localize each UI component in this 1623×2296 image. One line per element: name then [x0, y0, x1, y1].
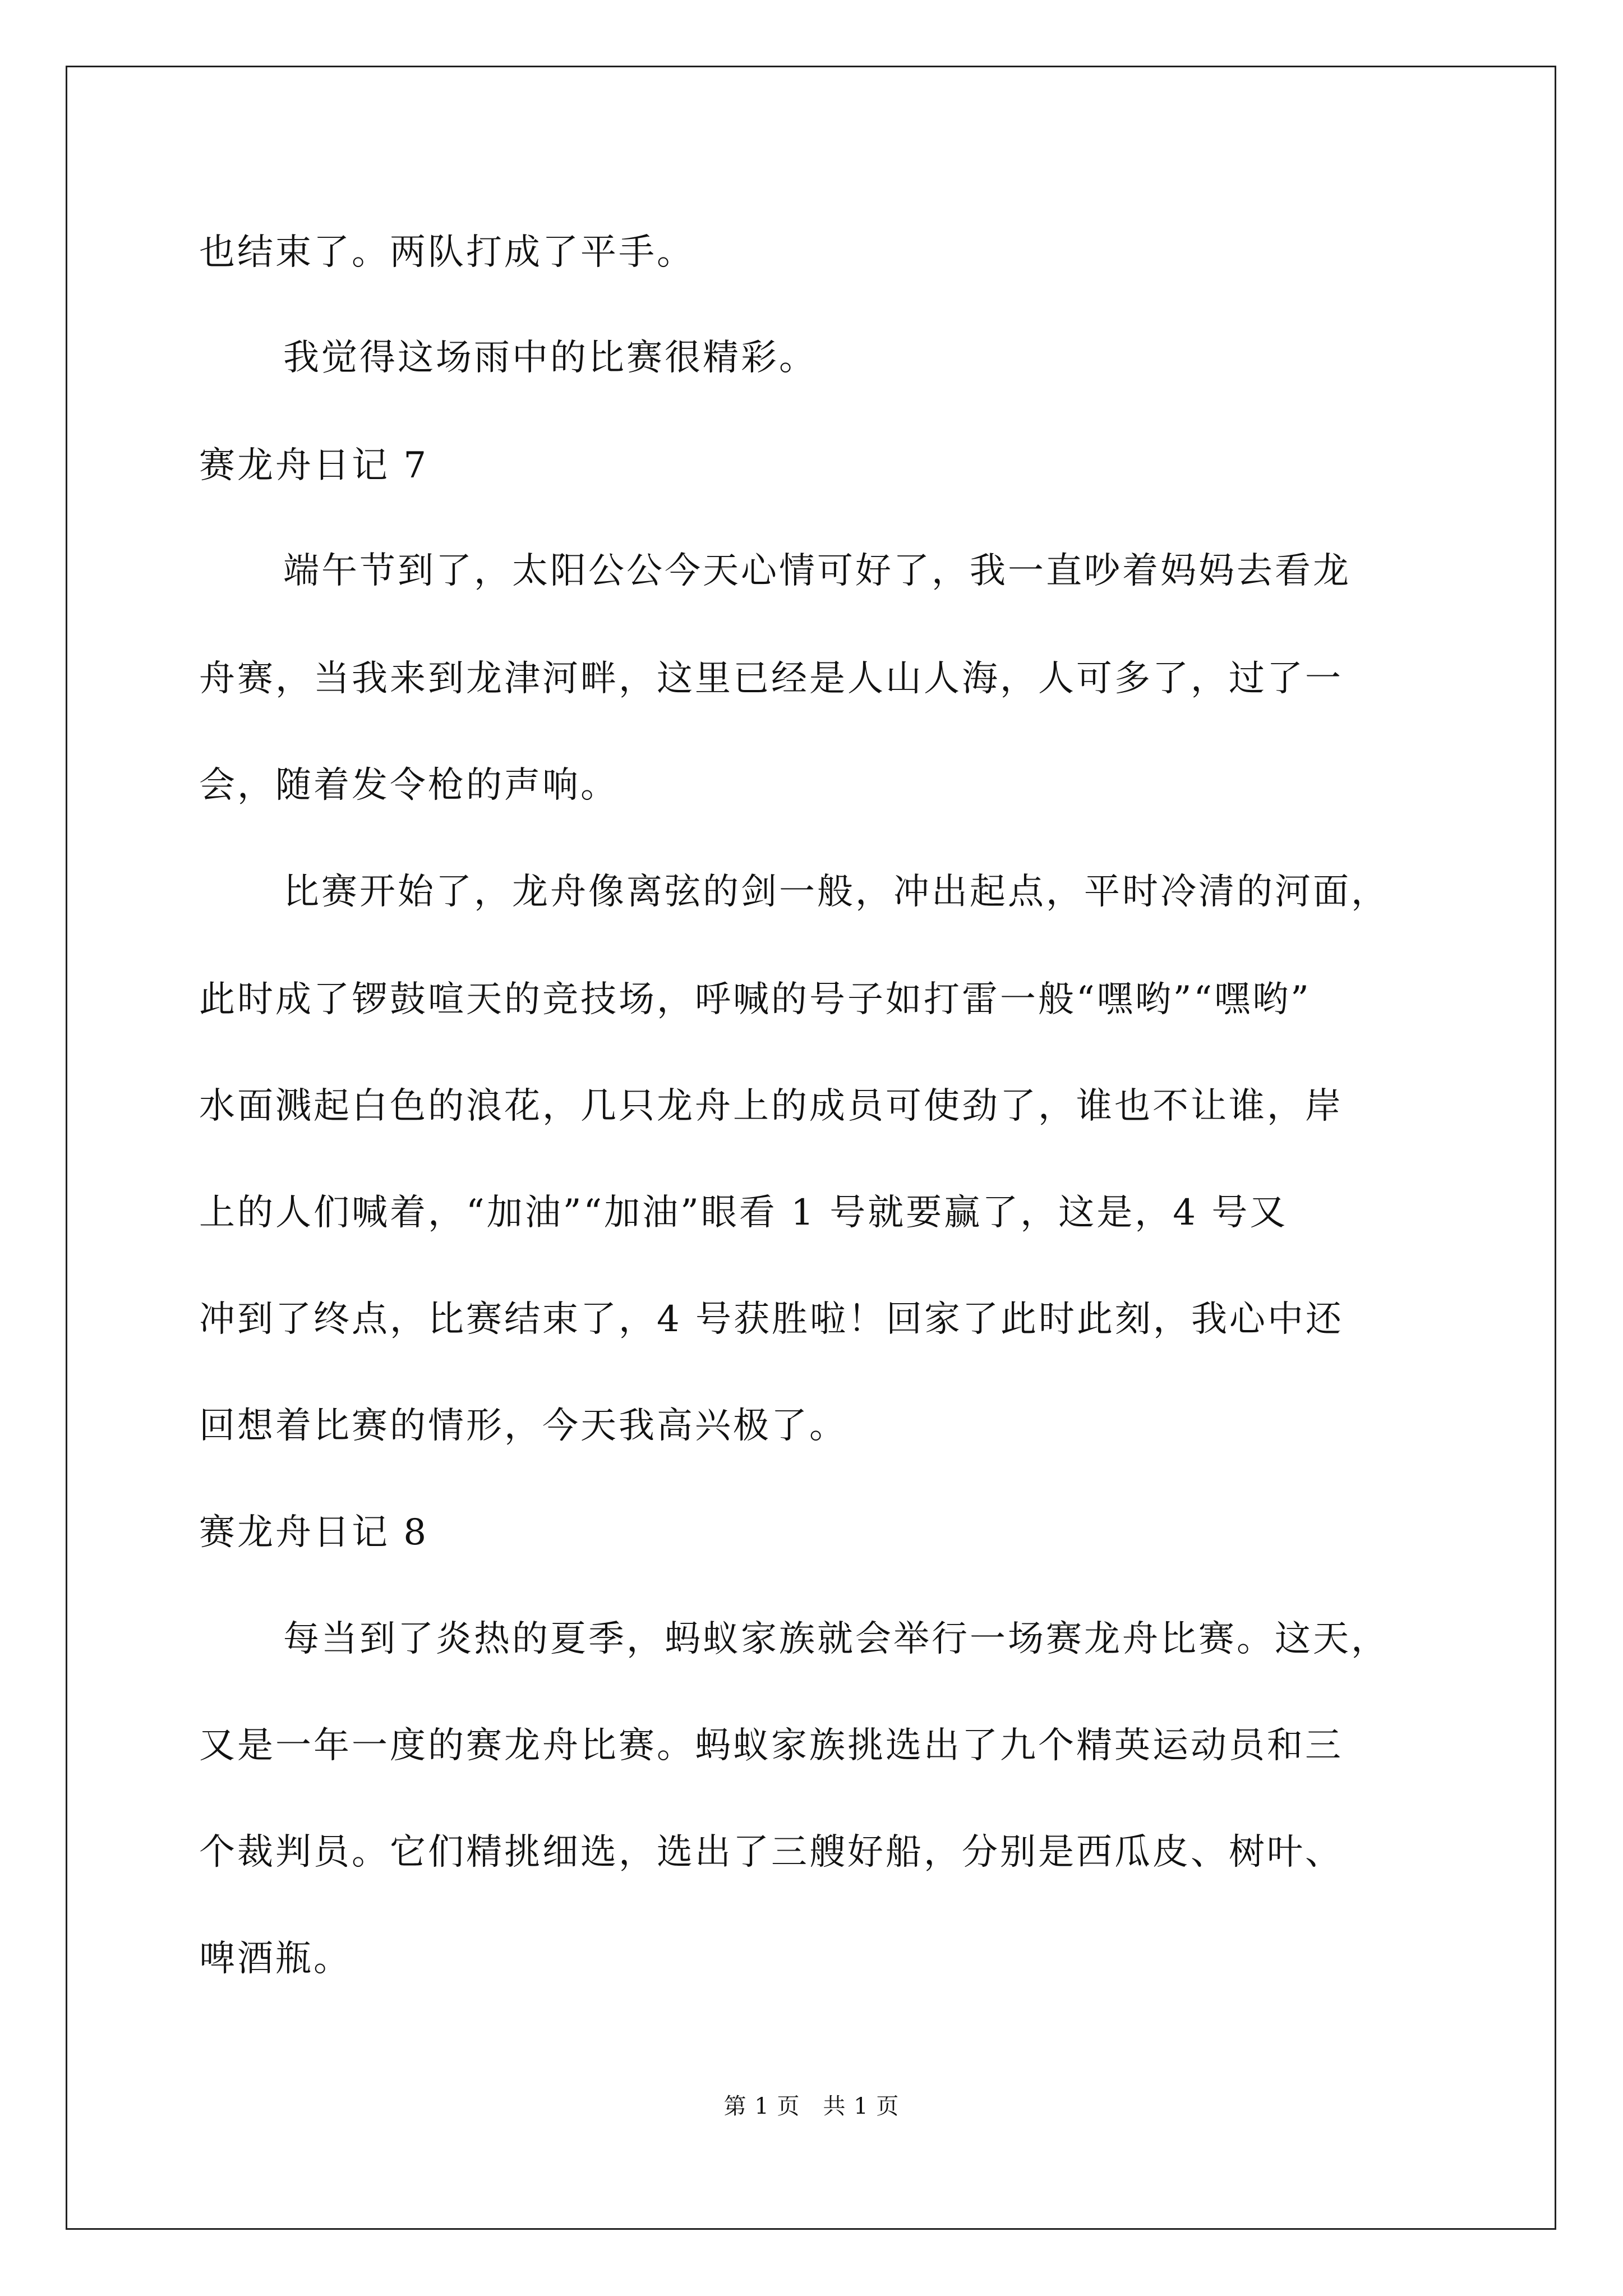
- text-line: 啤酒瓶。: [199, 1938, 352, 1980]
- text-line: 端午节到了，太阳公公今天心情可好了，我一直吵着妈妈去看龙: [283, 550, 1351, 592]
- text-line: 水面溅起白色的浪花，几只龙舟上的成员可使劲了，谁也不让谁，岸: [199, 1085, 1343, 1127]
- text-line: 个裁判员。它们精挑细选，选出了三艘好船，分别是西瓜皮、树叶、: [199, 1832, 1343, 1873]
- page-footer: 第 1 页 共 1 页: [723, 2093, 900, 2119]
- text-line: 我觉得这场雨中的比赛很精彩。: [283, 337, 817, 379]
- text-line: 每当到了炎热的夏季，蚂蚁家族就会举行一场赛龙舟比赛。这天，: [283, 1618, 1389, 1660]
- text-line: 会，随着发令枪的声响。: [199, 765, 619, 806]
- page-border: [66, 66, 1556, 2230]
- text-line: 比赛开始了，龙舟像离弦的剑一般，冲出起点，平时冷清的河面，: [283, 871, 1389, 913]
- text-line: 冲到了终点，比赛结束了，4 号获胜啦！回家了此时此刻，我心中还: [199, 1299, 1344, 1340]
- section-heading: 赛龙舟日记 7: [199, 445, 429, 486]
- section-heading: 赛龙舟日记 8: [199, 1512, 429, 1553]
- text-line: 此时成了锣鼓喧天的竞技场，呼喊的号子如打雷一般“嘿哟”“嘿哟”: [199, 979, 1311, 1020]
- text-line: 回想着比赛的情形，今天我高兴极了。: [199, 1405, 847, 1447]
- text-line: 也结束了。两队打成了平手。: [199, 232, 695, 273]
- text-line: 上的人们喊着，“加油”“加油”眼看 1 号就要赢了，这是，4 号又: [199, 1192, 1288, 1234]
- text-line: 舟赛，当我来到龙津河畔，这里已经是人山人海，人可多了，过了一: [199, 658, 1343, 700]
- text-line: 又是一年一度的赛龙舟比赛。蚂蚁家族挑选出了九个精英运动员和三: [199, 1725, 1343, 1766]
